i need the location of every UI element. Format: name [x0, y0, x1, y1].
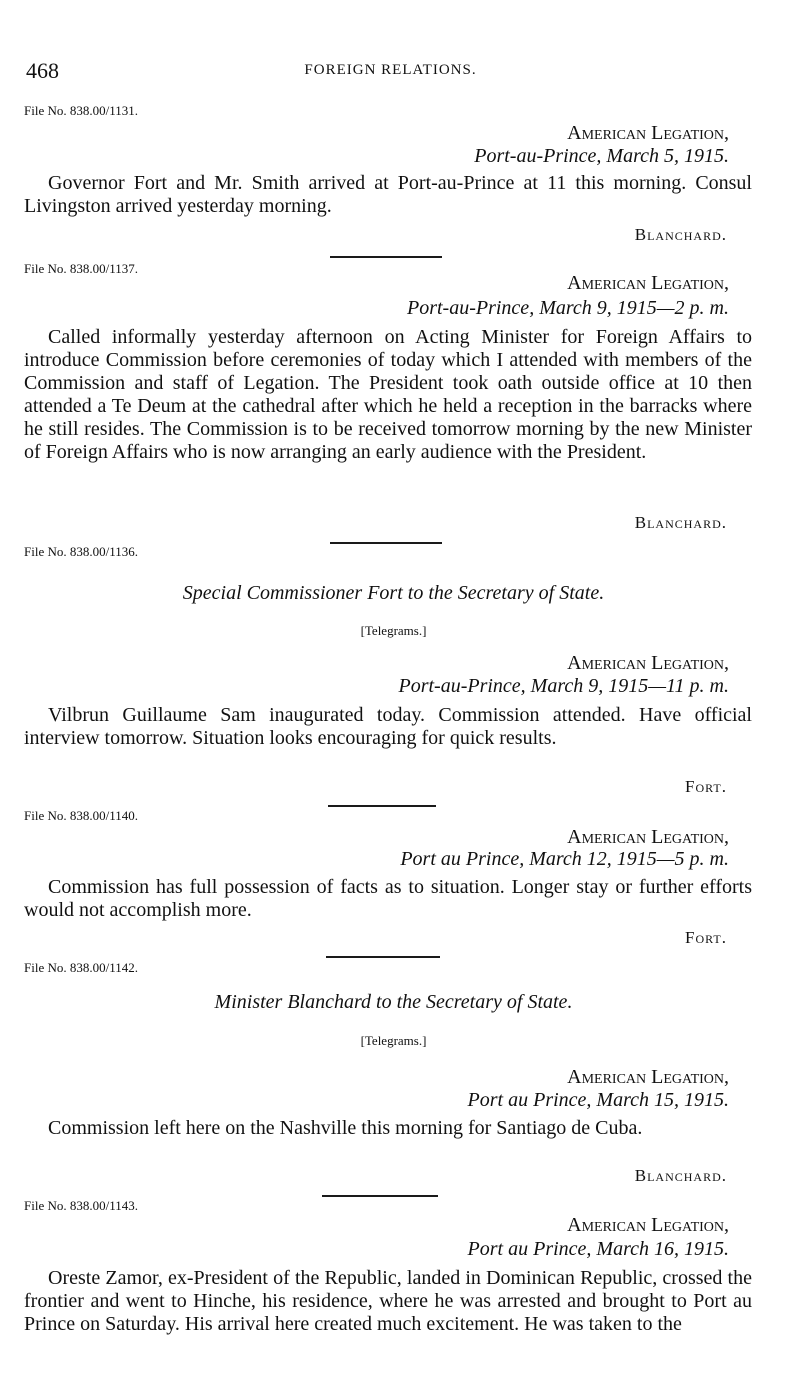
signature: Blanchard. [634, 225, 727, 244]
legation-address: American Legation, [567, 272, 729, 294]
file-number: File No. 838.00/1131. [24, 103, 138, 118]
file-number: File No. 838.00/1143. [24, 1198, 138, 1213]
file-number: File No. 838.00/1140. [24, 808, 138, 823]
signature: Fort. [685, 928, 727, 947]
place-date: Port au Prince, March 16, 1915. [467, 1238, 729, 1260]
file-number: File No. 838.00/1136. [24, 544, 138, 559]
message-body: Vilbrun Guillaume Sam inaugurated today. Commission attended. Have official interview tomorrow. Situation looks encouraging for quick results. [24, 704, 752, 749]
file-number: File No. 838.00/1142. [24, 960, 138, 975]
place-date: Port au Prince, March 12, 1915—5 p. m. [400, 848, 729, 870]
message-heading: Minister Blanchard to the Secretary of State. [214, 991, 573, 1013]
legation-address: American Legation, [567, 652, 729, 674]
message-body: Called informally yesterday afternoon on Acting Minister for Foreign Affairs to introduce Commission before ceremonies of today which I attended with members of the Commission and staff of Legation. The President took oath outside office at 10 then attended a Te Deum at the cathedral after which he held a reception in the barracks where he still resides. The Commission is to be received tomorrow morning by the new Minister of Foreign Affairs who is now arranging an early audience with the President. [24, 326, 752, 463]
signature: Fort. [685, 777, 727, 796]
running-head [24, 58, 757, 84]
message-heading: Special Commissioner Fort to the Secretary of State. [182, 582, 605, 604]
signature: Blanchard. [634, 1166, 727, 1185]
legation-address: American Legation, [567, 1214, 729, 1236]
legation-address: American Legation, [567, 1066, 729, 1088]
separator-rule [330, 256, 442, 258]
place-date: Port-au-Prince, March 9, 1915—11 p. m. [398, 675, 729, 697]
place-date: Port-au-Prince, March 9, 1915—2 p. m. [407, 297, 729, 319]
running-title: FOREIGN RELATIONS. [304, 62, 477, 78]
legation-address: American Legation, [567, 826, 729, 848]
message-body: Commission left here on the Nashville this morning for Santiago de Cuba. [48, 1117, 643, 1139]
signature: Blanchard. [634, 513, 727, 532]
file-number: File No. 838.00/1137. [24, 261, 138, 276]
separator-rule [328, 805, 436, 807]
separator-rule [322, 1195, 438, 1197]
telegrams-label: [Telegrams.] [360, 1033, 427, 1048]
place-date: Port-au-Prince, March 5, 1915. [474, 145, 729, 167]
legation-address: American Legation, [567, 122, 729, 144]
separator-rule [330, 542, 442, 544]
place-date: Port au Prince, March 15, 1915. [467, 1089, 729, 1111]
message-body: Oreste Zamor, ex-President of the Republic, landed in Dominican Republic, crossed the frontier and went to Hinche, his residence, where he was arrested and brought to Port au Prince on Saturday. His arrival here created much excitement. He was taken to the [24, 1267, 752, 1335]
separator-rule [326, 956, 440, 958]
message-body: Governor Fort and Mr. Smith arrived at Port-au-Prince at 11 this morning. Consul Livingston arrived yesterday morning. [24, 172, 752, 217]
telegrams-label: [Telegrams.] [360, 623, 427, 638]
page-number: 468 [26, 58, 59, 83]
message-body: Commission has full possession of facts as to situation. Longer stay or further efforts would not accomplish more. [24, 876, 752, 921]
